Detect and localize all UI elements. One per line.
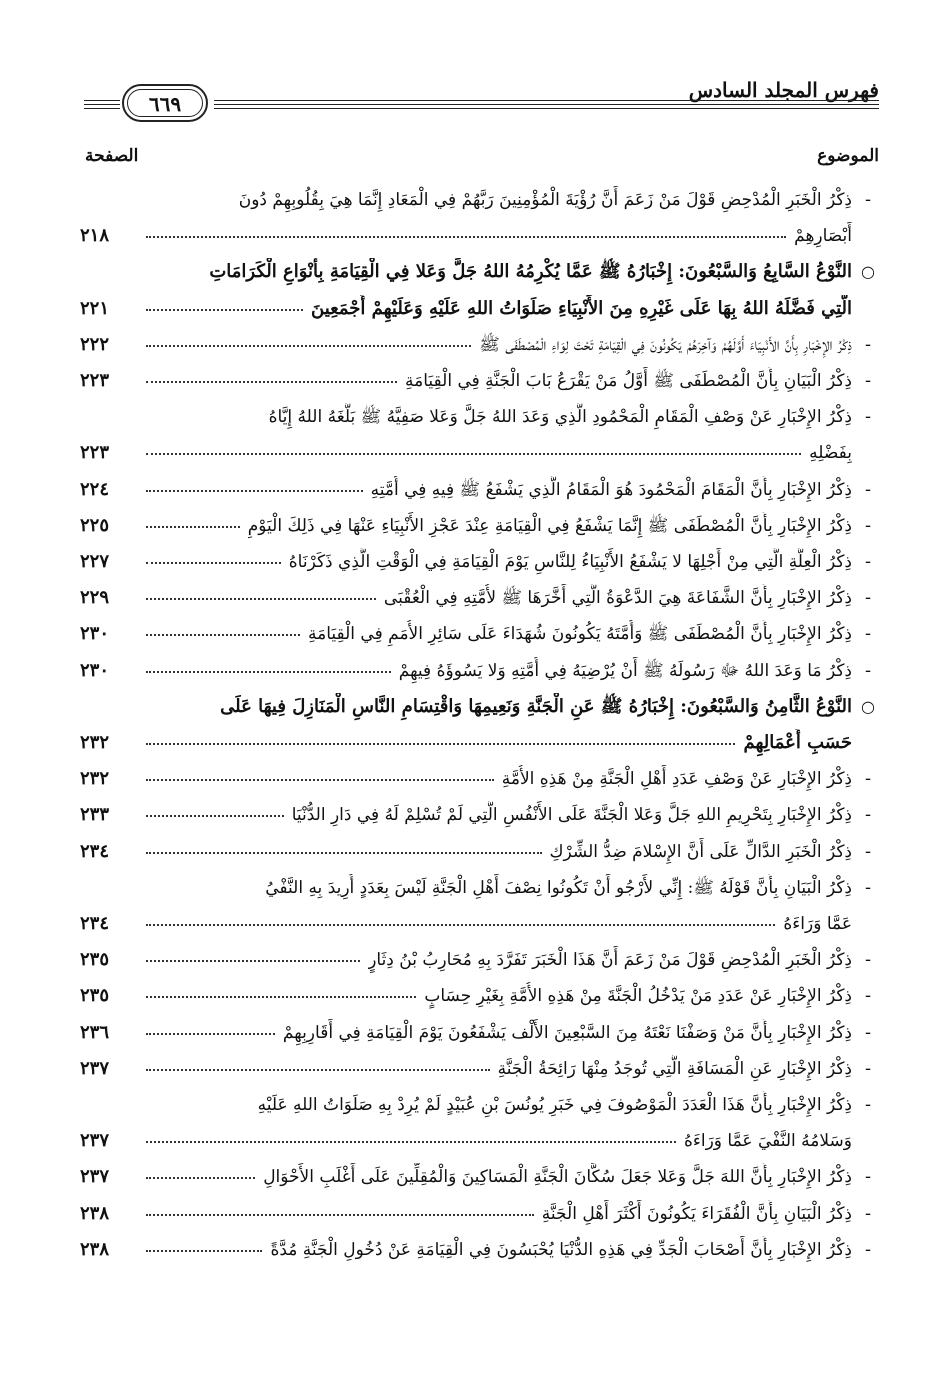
index-entry-line: [80, 763, 880, 799]
entry-text: ذِكْرُ الإِخْبَارِ بِأَنَّ هَذَا الْعَدَدَ الْمَوْصُوفَ فِي خَبَرِ يُونُسَ بْنِ عُبَيْدٍ لَمْ يُرِدْ بِهِ صَلَوَاتُ اللهِ عَلَيْهِ: [257, 1095, 852, 1115]
dot-leader: [146, 779, 494, 781]
entry-dash-marker: -: [864, 551, 872, 572]
index-entry-line: [80, 1125, 880, 1161]
dot-leader: [146, 526, 240, 528]
index-entry-line: [80, 944, 880, 980]
entry-page-number: ٢٣٧: [80, 1058, 110, 1079]
entry-text: وَسَلامُهُ النَّفْيَ عَمَّا وَرَاءَهُ: [683, 1131, 852, 1151]
entry-dash-marker: -: [864, 623, 872, 644]
running-header-title: فهرس المجلد السادس: [688, 78, 879, 102]
dot-leader: [146, 1214, 534, 1216]
entry-text: عَمَّا وَرَاءَهُ: [783, 914, 852, 934]
entry-text: ذِكْرُ الإِخْبَارِ عَنْ وَصْفِ عَدَدِ أَهْلِ الْجَنَّةِ مِنْ هَذِهِ الأُمَّةِ: [501, 769, 852, 789]
entry-text: ذِكْرُ الْخَبَرِ الْمُدْحِضِ قَوْلَ مَنْ زَعَمَ أَنَّ هَذَا الْخَبَرَ تَفَرَّدَ بِهِ مُحَارِبُ بْنُ دِثَارٍ: [368, 950, 852, 970]
entry-text: النَّوْعُ الثَّامِنُ وَالسَّبْعُونَ: إِخْبَارُهُ ﷺ عَنِ الْجَنَّةِ وَنَعِيمِهَا وَاقْتِسَامِ النَّاسِ الْمَنَازِلَ فِيهَا عَلَى: [220, 696, 852, 717]
entry-page-number: ٢٣٤: [80, 913, 110, 934]
dot-leader: [146, 634, 300, 636]
section-circle-marker: ○: [861, 262, 875, 281]
header-rule-left-middle: [84, 104, 120, 105]
dot-leader: [146, 852, 542, 854]
entry-page-number: ٢٢٣: [80, 442, 110, 463]
entry-dash-marker: -: [864, 370, 872, 391]
header-rule-left-bottom: [84, 108, 120, 109]
entry-text: ذِكْرُ الإِخْبَارِ بِأَنَّ الْمُصْطَفَى ﷺ وَأُمَّتَهُ يَكُونُونَ شُهَدَاءَ عَلَى سَائِرِ الأُمَمِ فِي الْقِيَامَةِ: [308, 624, 852, 644]
entry-page-number: ٢٣٥: [80, 985, 110, 1006]
entry-text: ذِكْرُ الإِخْبَارِ بِتَحْرِيمِ اللهِ جَلَّ وَعَلا الْجَنَّةَ عَلَى الأَنْفُسِ الَّتِي لَمْ تُسْلِمْ لَهُ فِي دَارِ الدُّنْيَا: [291, 805, 852, 825]
index-entry-line: [80, 437, 880, 473]
dot-leader: [146, 345, 471, 347]
entry-text: الَّتِي فَضَّلَهُ اللهُ بِهَا عَلَى غَيْرِهِ مِنَ الأَنْبِيَاءِ صَلَوَاتُ اللهِ عَلَيْهِ وَعَلَيْهِمْ أَجْمَعِينَ: [311, 298, 852, 319]
entry-text: ذِكْرُ الإِخْبَارِ بِأَنَّ أَصْحَابَ الْجَدِّ فِي هَذِهِ الدُّنْيَا يُحْبَسُونَ فِي الْقِيَامَةِ عَنْ دُخُولِ الْجَنَّةِ مُدَّةً: [270, 1240, 852, 1260]
entry-page-number: ٢٣٧: [80, 1130, 110, 1151]
entry-text: النَّوْعُ السَّابِعُ وَالسَّبْعُونَ: إِخْبَارُهُ ﷺ عَمَّا يُكْرِمُهُ اللهُ جَلَّ وَعَلا فِي الْقِيَامَةِ بِأَنْوَاعِ الْكَرَامَاتِ: [209, 261, 852, 282]
entry-page-number: ٢٣٢: [80, 732, 110, 753]
header-rule-bottom: [214, 108, 879, 109]
entry-dash-marker: -: [864, 804, 872, 825]
dot-leader: [146, 1033, 275, 1035]
index-entry-line: [80, 1053, 880, 1089]
entry-text: ذِكْرُ الإِخْبَارِ عَنِ الْمَسَافَةِ الَّتِي تُوجَدُ مِنْهَا رَائِحَةُ الْجَنَّةِ: [497, 1059, 852, 1079]
dot-leader: [146, 236, 786, 238]
entry-page-number: ٢٢١: [80, 298, 110, 319]
section-heading-line: [80, 727, 880, 763]
entry-text: ذِكْرُ الْبَيَانِ بِأَنَّ قَوْلَهُ ﷺ: إِنِّي لأَرْجُو أَنْ تَكُونُوا نِصْفَ أَهْلِ الْجَنَّةِ لَيْسَ بِعَدَدٍ أُرِيدَ بِهِ النَّفْيُ: [265, 878, 852, 898]
dot-leader: [146, 671, 391, 673]
index-entry-line: [80, 908, 880, 944]
index-entry-line: [80, 799, 880, 835]
entry-page-number: ٢٣٨: [80, 1203, 110, 1224]
dot-leader: [146, 815, 284, 817]
entry-dash-marker: -: [864, 949, 872, 970]
entry-text: بِفَضْلِهِ: [809, 443, 852, 463]
index-entry-line: [80, 1234, 880, 1270]
dot-leader: [146, 996, 416, 998]
entry-page-number: ٢٣٧: [80, 1166, 110, 1187]
dot-leader: [146, 309, 303, 311]
entry-text: ذِكْرُ الإِخْبَارِ بِأَنَّ الْمَقَامَ الْمَحْمُودَ هُوَ الْمَقَامُ الَّذِي يَشْفَعُ ﷺ فِيهِ فِي أُمَّتِهِ: [370, 480, 852, 500]
entry-dash-marker: -: [864, 660, 872, 681]
dot-leader: [146, 381, 397, 383]
index-entry-line: [80, 582, 880, 618]
entry-text: ذِكْرُ الْخَبَرِ الْمُدْحِضِ قَوْلَ مَنْ زَعَمَ أَنَّ رُؤْيَةَ الْمُؤْمِنِينَ رَبَّهُمْ فِي الْمَعَادِ إِنَّمَا هِيَ بِقُلُوبِهِمْ دُونَ: [238, 190, 852, 210]
dot-leader: [146, 743, 735, 745]
index-entry-line: [80, 980, 880, 1016]
entry-text: ذِكْرُ الإِخْبَارِ بِأَنَّ الشَّفَاعَةَ هِيَ الدَّعْوَةُ الَّتِي أَخَّرَهَا ﷺ لأُمَّتِهِ فِي الْعُقْبَى: [383, 588, 852, 608]
entry-dash-marker: -: [864, 1094, 872, 1115]
entry-text: ذِكْرُ الْبَيَانِ بِأَنَّ الْفُقَرَاءَ يَكُونُونَ أَكْثَرَ أَهْلِ الْجَنَّةِ: [541, 1204, 852, 1224]
index-entry-line: [80, 184, 880, 220]
section-heading-line: [80, 293, 880, 329]
section-heading-line: [80, 256, 880, 292]
entry-text: ذِكْرُ الإِخْبَارِ عَنْ وَصْفِ الْمَقَامِ الْمَحْمُودِ الَّذِي وَعَدَ اللهُ جَلَّ وَعَلا صَفِيَّهُ ﷺ بَلَّغَهُ اللهُ إِيَّاهُ: [268, 407, 852, 427]
index-entry-line: [80, 1017, 880, 1053]
index-entry-line: [80, 510, 880, 546]
entry-page-number: ٢٢٩: [80, 587, 110, 608]
dot-leader: [146, 960, 360, 962]
entry-page-number: ٢٣٦: [80, 1022, 110, 1043]
entry-text: ذِكْرُ الإِخْبَارِ بِأَنَّ الْمُصْطَفَى ﷺ إِنَّمَا يَشْفَعُ فِي الْقِيَامَةِ عِنْدَ عَجْزِ الأَنْبِيَاءِ عَنْهَا فِي ذَلِكَ الْيَوْمِ: [247, 516, 852, 536]
entry-text: أَبْصَارِهِمْ: [794, 226, 852, 246]
dot-leader: [146, 1250, 262, 1252]
section-heading-line: [80, 691, 880, 727]
index-entry-line: [80, 329, 880, 365]
entry-page-number: ٢٢٢: [80, 334, 110, 355]
index-entry-line: [80, 474, 880, 510]
entry-dash-marker: -: [864, 985, 872, 1006]
entry-page-number: ٢٣٨: [80, 1239, 110, 1260]
entry-text: ذِكْرُ الْبَيَانِ بِأَنَّ الْمُصْطَفَى ﷺ أَوَّلُ مَنْ يَقْرَعُ بَابَ الْجَنَّةِ فِي الْقِيَامَةِ: [405, 371, 852, 391]
index-entry-line: [80, 655, 880, 691]
header-rule-top: [214, 100, 879, 101]
entry-dash-marker: -: [864, 479, 872, 500]
entry-dash-marker: -: [864, 1022, 872, 1043]
entry-dash-marker: -: [864, 1203, 872, 1224]
entry-dash-marker: -: [864, 189, 872, 210]
entry-page-number: ٢٢٣: [80, 370, 110, 391]
entry-dash-marker: -: [864, 1239, 872, 1260]
entry-page-number: ٢١٨: [80, 225, 110, 246]
entry-dash-marker: -: [864, 334, 872, 355]
entry-page-number: ٢٣٥: [80, 949, 110, 970]
index-entry-line: [80, 365, 880, 401]
entry-dash-marker: -: [864, 406, 872, 427]
dot-leader: [146, 453, 801, 455]
entry-text: ذِكْرُ مَا وَعَدَ اللهُ ﷻ رَسُولَهُ ﷺ أَنْ يُرْضِيَهُ فِي أُمَّتِهِ وَلا يَسُوؤَهُ فِيهِمْ: [398, 661, 852, 681]
section-circle-marker: ○: [861, 697, 875, 716]
entry-dash-marker: -: [864, 587, 872, 608]
entry-page-number: ٢٢٥: [80, 515, 110, 536]
index-entry-line: [80, 1089, 880, 1125]
entry-dash-marker: -: [864, 1166, 872, 1187]
entry-text: ذِكْرُ الإِخْبَارِ بِأَنَّ اللهَ جَلَّ وَعَلا جَعَلَ سُكَّانَ الْجَنَّةِ الْمَسَاكِينَ وَالْمُقِلِّينَ عَلَى أَغْلَبِ الأَحْوَالِ: [263, 1167, 852, 1187]
dot-leader: [146, 1177, 255, 1179]
entry-dash-marker: -: [864, 768, 872, 789]
page-column-heading: الصفحة: [85, 146, 139, 166]
entry-dash-marker: -: [864, 841, 872, 862]
page-number-frame: [122, 84, 208, 122]
entry-text: ذِكْرُ الإِخْبَارِ بِأَنَّ الأَنْبِيَاءَ أَوَّلَهُمْ وَآخِرَهُمْ يَكُونُونَ فِي الْقِيَامَةِ تَحْتَ لِوَاءِ الْمُصْطَفَى ﷺ: [479, 335, 852, 355]
index-entry-line: [80, 1161, 880, 1197]
entry-page-number: ٢٣٠: [80, 660, 110, 681]
entry-page-number: ٢٣٢: [80, 768, 110, 789]
dot-leader: [146, 1069, 490, 1071]
entry-page-number: ٢٣٤: [80, 841, 110, 862]
index-entry-line: [80, 220, 880, 256]
dot-leader: [146, 924, 775, 926]
entry-page-number: ٢٢٧: [80, 551, 110, 572]
page-number: ٦٦٩: [148, 92, 182, 116]
dot-leader: [146, 598, 376, 600]
index-entry-line: [80, 1198, 880, 1234]
index-entry-line: [80, 836, 880, 872]
entry-page-number: ٢٣٣: [80, 804, 110, 825]
index-entry-line: [80, 618, 880, 654]
entry-dash-marker: -: [864, 515, 872, 536]
entry-text: ذِكْرُ الإِخْبَارِ عَنْ عَدَدِ مَنْ يَدْخُلُ الْجَنَّةَ مِنْ هَذِهِ الأُمَّةِ بِغَيْرِ حِسَابٍ: [424, 986, 852, 1006]
entry-dash-marker: -: [864, 1058, 872, 1079]
entry-dash-marker: -: [864, 877, 872, 898]
index-entry-line: [80, 546, 880, 582]
index-entry-line: [80, 401, 880, 437]
dot-leader: [146, 490, 363, 492]
index-entry-line: [80, 872, 880, 908]
entry-page-number: ٢٢٤: [80, 479, 110, 500]
dot-leader: [146, 562, 281, 564]
header-rule-middle: [214, 104, 879, 105]
entry-page-number: ٢٣٠: [80, 623, 110, 644]
entry-text: حَسَبِ أَعْمَالِهِمْ: [743, 732, 852, 753]
entry-text: ذِكْرُ الْخَبَرِ الدَّالِّ عَلَى أَنَّ الإِسْلامَ ضِدُّ الشِّرْكِ: [549, 842, 852, 862]
topic-column-heading: الموضوع: [817, 146, 879, 166]
entry-text: ذِكْرُ الإِخْبَارِ بِأَنَّ مَنْ وَصَفْنَا نَعْتَهُ مِنَ السَّبْعِينَ الأَلْف يَشْفَعُونَ يَوْمَ الْقِيَامَةِ فِي أَقَارِبِهِمْ: [282, 1023, 852, 1043]
entry-text: ذِكْرُ الْعِلَّةِ الَّتِي مِنْ أَجْلِهَا لا يَشْفَعُ الأَنْبِيَاءُ لِلنَّاسِ يَوْمَ الْقِيَامَةِ فِي الْوَقْتِ الَّذِي ذَكَرْنَاهُ: [288, 552, 852, 572]
header-rule-left-top: [84, 100, 120, 101]
dot-leader: [146, 1141, 676, 1143]
